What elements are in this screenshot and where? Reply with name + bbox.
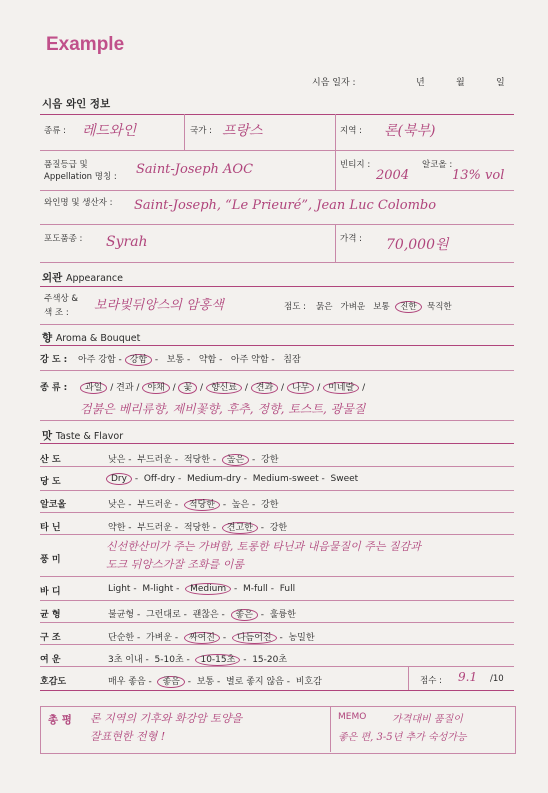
score-label: 점수 : xyxy=(420,676,442,686)
region-label: 지역 : xyxy=(340,126,362,136)
price-value: 70,000원 xyxy=(386,237,449,253)
memo-line-2: 좋은 편, 3-5년 추가 숙성가능 xyxy=(338,732,467,743)
grape-value: Syrah xyxy=(106,234,148,250)
finish-options: 3초 이내 - 5-10초 - 10-15초 - 15-20초 xyxy=(108,655,288,665)
structure-options: 단순한 - 가벼운 - 짜여진 - 다듬어진 - 농밀한 xyxy=(108,633,315,643)
taste-heading: 맛 Taste & Flavor xyxy=(42,430,124,442)
divider xyxy=(40,622,514,623)
selected-option: 진한 xyxy=(395,301,421,313)
appearance-heading: 외관 Appearance xyxy=(42,272,123,284)
score-max: /10 xyxy=(490,674,504,684)
color-value: 보라빛뒤앙스의 암홍색 xyxy=(94,298,224,313)
divider xyxy=(335,114,336,150)
summary-label: 총 평 xyxy=(48,714,72,726)
date-month: 월 xyxy=(456,78,465,88)
intensity-label: 강 도 : xyxy=(40,355,68,365)
flavor-line-2: 도크 뒤앙스가잘 조화를 이룸 xyxy=(106,558,245,571)
intensity-options: 아주 강함 - 강함 - 보통 - 약함 - 아주 약함 - 침잠 xyxy=(78,355,301,365)
aroma-type-label: 종 류 : xyxy=(40,383,68,393)
divider xyxy=(40,490,514,491)
divider xyxy=(40,666,514,667)
tannin-options: 약한 - 부드러운 - 적당한 - 견고한 - 강한 xyxy=(108,523,288,533)
body-options: Light - M-light - Medium - M-full - Full xyxy=(108,584,296,594)
memo-line-1: 가격대비 품질이 xyxy=(392,714,463,725)
summary-line-1: 론 지역의 기후와 화강암 토양을 xyxy=(90,712,243,725)
preference-options: 매우 좋음 - 좋음 - 보통 - 별로 좋지 않음 - 비호감 xyxy=(108,677,322,687)
color-label-1: 주색상 & xyxy=(44,294,78,304)
divider xyxy=(40,512,514,513)
divider xyxy=(40,190,514,191)
alcohol-label: 알코올 : xyxy=(422,160,453,170)
acidity-label: 산 도 xyxy=(40,455,61,465)
divider xyxy=(40,286,514,287)
grade-label-1: 품질등급 및 xyxy=(44,160,88,170)
memo-label: MEMO xyxy=(338,712,367,722)
date-day: 일 xyxy=(496,78,505,88)
divider xyxy=(40,443,514,444)
tannin-label: 타 닌 xyxy=(40,523,61,533)
flavor-line-1: 신선한산미가 주는 가벼함, 토롱한 타닌과 내음물질이 주는 질감과 xyxy=(106,540,421,553)
viscosity-label: 점도 : xyxy=(284,302,306,312)
viscosity-options: 묽은 가벼운 보통 진한 묵직한 xyxy=(316,302,452,312)
sweetness-options: Dry - Off-dry - Medium-dry - Medium-sweet - Sweet xyxy=(106,474,358,484)
wine-info-heading: 시음 와인 정보 xyxy=(42,98,111,110)
divider xyxy=(40,600,514,601)
finish-label: 여 운 xyxy=(40,655,61,665)
acidity-options: 낮은 - 부드러운 - 적당한 - 높은 - 강한 xyxy=(108,455,279,465)
date-label: 시음 일자 : xyxy=(312,78,356,88)
divider xyxy=(40,420,514,421)
divider xyxy=(40,150,514,151)
price-label: 가격 : xyxy=(340,234,362,244)
taste-alcohol-label: 알코올 xyxy=(40,500,67,510)
divider xyxy=(40,576,514,577)
name-value: Saint-Joseph, “Le Prieuré”, Jean Luc Colombo xyxy=(134,198,437,213)
aroma-heading: 향 Aroma & Bouquet xyxy=(42,332,141,344)
divider xyxy=(40,224,514,225)
divider xyxy=(408,666,409,690)
vintage-label: 빈티지 : xyxy=(340,160,371,170)
taste-alcohol-options: 낮은 - 부드러운 - 적당한 - 높은 - 강한 xyxy=(108,500,279,510)
score-value: 9.1 xyxy=(458,670,478,684)
divider xyxy=(40,644,514,645)
aroma-note: 검붉은 베리류향, 제비꽃향, 후추, 정향, 토스트, 광물질 xyxy=(80,402,366,416)
type-value: 레드와인 xyxy=(82,123,137,139)
structure-label: 구 조 xyxy=(40,633,61,643)
balance-label: 균 형 xyxy=(40,610,61,620)
vintage-value: 2004 xyxy=(376,168,410,183)
divider xyxy=(40,534,514,535)
aroma-type-options: 과일 / 견과 / 야채 / 꽃 / 향신료 / 견과 / 나무 / 미네랄 / xyxy=(80,380,365,393)
divider xyxy=(335,224,336,262)
divider xyxy=(40,690,514,691)
divider xyxy=(335,150,336,190)
divider xyxy=(40,114,514,115)
country-value: 프랑스 xyxy=(222,123,263,139)
grade-label-2: Appellation 명칭 : xyxy=(44,172,117,182)
balance-options: 불균형 - 그런대로 - 괜찮은 - 좋은 - 훌륭한 xyxy=(108,610,296,620)
sweetness-label: 당 도 xyxy=(40,477,61,487)
type-label: 종류 : xyxy=(44,126,66,136)
summary-line-2: 잘표현한 전형 ! xyxy=(90,730,166,743)
alcohol-value: 13% vol xyxy=(452,168,505,183)
divider xyxy=(40,262,514,263)
divider xyxy=(40,324,514,325)
divider xyxy=(330,706,331,752)
region-value: 론(북부) xyxy=(384,123,436,139)
grade-value: Saint-Joseph AOC xyxy=(136,162,254,177)
body-label: 바 디 xyxy=(40,587,61,597)
divider xyxy=(184,114,185,150)
flavor-label: 풍 미 xyxy=(40,555,61,565)
divider xyxy=(40,466,514,467)
grape-label: 포도품종 : xyxy=(44,234,83,244)
color-label-2: 색 조 : xyxy=(44,308,69,318)
page-title: Example xyxy=(46,34,125,55)
name-label: 와인명 및 생산자 : xyxy=(44,198,113,208)
divider xyxy=(40,370,514,371)
date-year: 년 xyxy=(416,78,425,88)
divider xyxy=(40,345,514,346)
country-label: 국가 : xyxy=(190,126,212,136)
preference-label: 호감도 xyxy=(40,677,67,687)
